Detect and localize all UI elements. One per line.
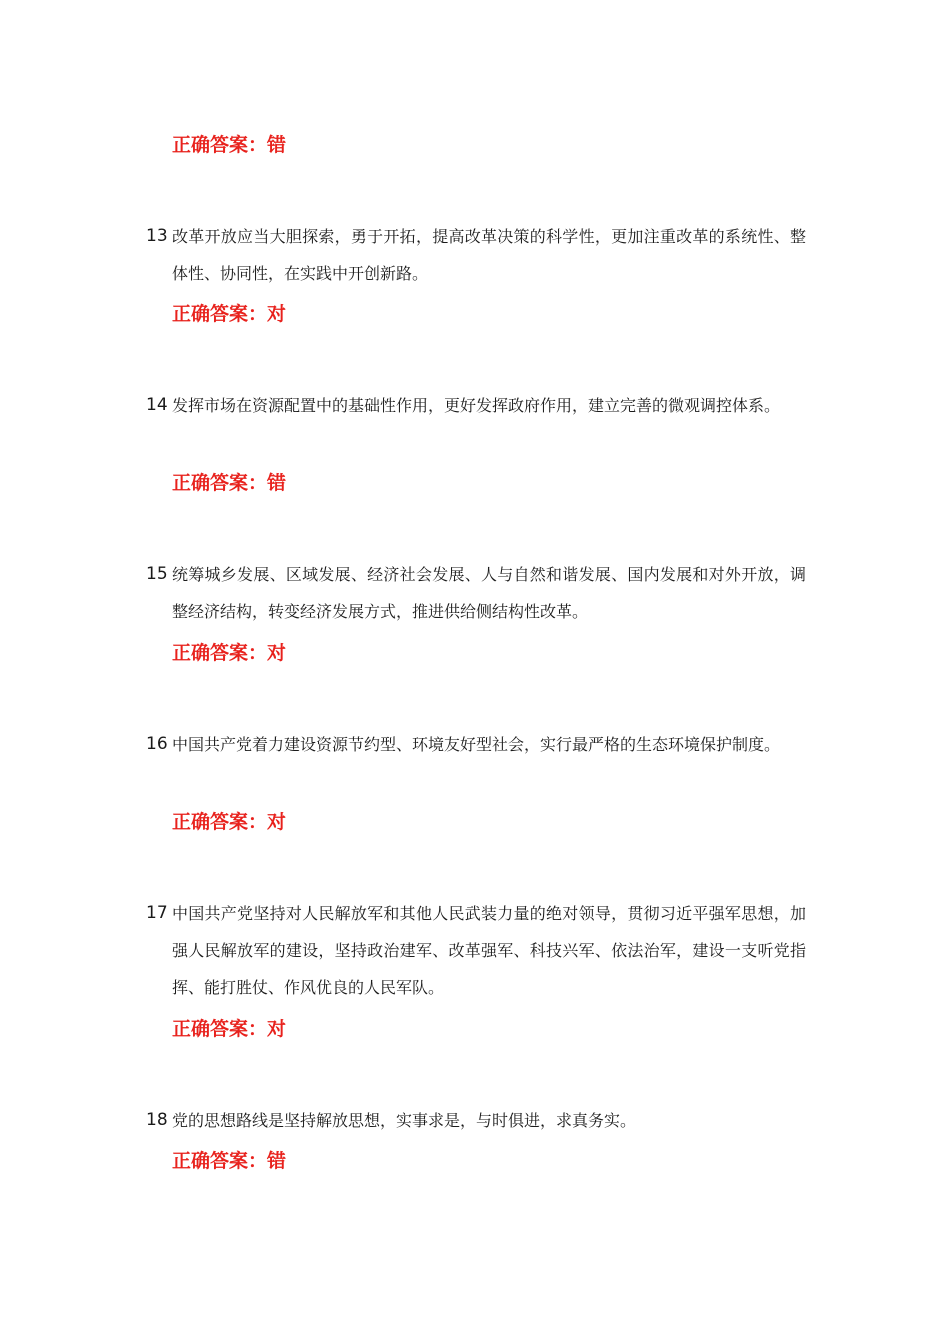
question-text: 党的思想路线是坚持解放思想，实事求是，与时俱进，求真务实。: [172, 1111, 637, 1130]
answer-label: 正确答案：: [172, 303, 268, 325]
question-number: 13: [146, 226, 168, 246]
question-item: [146, 218, 806, 292]
question-item: [146, 1102, 806, 1139]
answer-label: 正确答案：: [172, 811, 268, 833]
answer-line: [172, 1149, 286, 1173]
answer-label: 正确答案：: [172, 642, 268, 664]
question-item: [146, 387, 806, 424]
question-text: 发挥市场在资源配置中的基础性作用，更好发挥政府作用，建立完善的微观调控体系。: [172, 396, 781, 415]
question-number: 14: [146, 395, 168, 415]
question-text: 中国共产党着力建设资源节约型、环境友好型社会，实行最严格的生态环境保护制度。: [172, 735, 781, 754]
question-text: 中国共产党坚持对人民解放军和其他人民武装力量的绝对领导，贯彻习近平强军思想，加强人民解放军的建设，坚持政治建军、改革强军、科技兴军、依法治军，建设一支听党指挥、能打胜仗、作风优良的人民军队。: [172, 904, 806, 997]
question-number: 17: [146, 903, 168, 923]
answer-label: 正确答案：: [172, 472, 268, 494]
answer-label: 正确答案：: [172, 134, 268, 156]
answer-line: [172, 1017, 286, 1041]
question-item: [146, 895, 806, 1006]
question-number: 18: [146, 1110, 168, 1130]
answer-value: 错: [267, 134, 287, 156]
answer-value: 对: [267, 811, 287, 833]
question-number: 16: [146, 734, 168, 754]
answer-line: [172, 302, 286, 326]
question-text: 改革开放应当大胆探索，勇于开拓，提高改革决策的科学性，更加注重改革的系统性、整体性、协同性，在实践中开创新路。: [172, 227, 806, 283]
answer-value: 对: [267, 642, 287, 664]
answer-value: 错: [267, 1150, 287, 1172]
question-number: 15: [146, 564, 168, 584]
answer-line: [172, 641, 286, 665]
question-text: 统筹城乡发展、区域发展、经济社会发展、人与自然和谐发展、国内发展和对外开放，调整经济结构，转变经济发展方式，推进供给侧结构性改革。: [172, 565, 806, 621]
answer-value: 对: [267, 303, 287, 325]
answer-line: [172, 471, 286, 495]
answer-label: 正确答案：: [172, 1150, 268, 1172]
answer-label: 正确答案：: [172, 1018, 268, 1040]
answer-line: [172, 133, 286, 157]
question-item: [146, 556, 806, 630]
answer-value: 错: [267, 472, 287, 494]
question-item: [146, 726, 806, 763]
answer-line: [172, 810, 286, 834]
answer-value: 对: [267, 1018, 287, 1040]
